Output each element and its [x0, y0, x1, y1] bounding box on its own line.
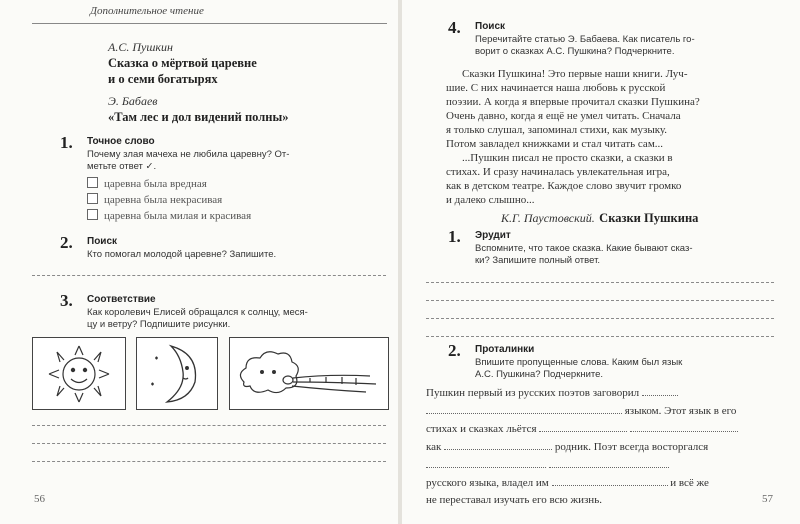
task-text: ворит о сказках А.С. Пушкина? Подчеркните. [475, 46, 675, 57]
story-title-line2: и о семи богатырях [108, 72, 218, 86]
quote-line: и далеко слышно... [446, 194, 535, 206]
task-name: Точное слово [87, 136, 155, 147]
section-heading [501, 209, 698, 227]
running-header: Дополнительное чтение [90, 5, 204, 17]
fill-line: как родник. Поэт всегда восторгался [426, 441, 709, 453]
fill-line: не переставал изучать его всю жизнь. [426, 494, 602, 506]
task-name: Проталинки [475, 344, 535, 355]
quote-line: Сказки Пушкина! Это первые наши книги. Луч- [462, 68, 688, 80]
quote-line: поэзии. А когда я впервые прочитал сказки Пушкина? [446, 96, 700, 108]
blank-field[interactable] [630, 422, 738, 432]
crescent-moon-icon [137, 338, 217, 409]
task-text: Перечитайте статью Э. Бабаева. Как писатель го- [475, 34, 695, 45]
quote-line: шие. С них начинается наша любовь к русской [446, 82, 666, 94]
section-author: К.Г. Паустовский. [501, 211, 595, 225]
task-text: метьте ответ ✓. [87, 161, 157, 172]
answer-line[interactable] [426, 300, 774, 301]
fill-line: стихах и сказках льётся [426, 422, 738, 435]
answer-option[interactable]: царевна была милая и красивая [87, 209, 251, 222]
blank-field[interactable] [539, 422, 627, 432]
quote-line: Потом завладел книжками и стал читать сам... [446, 138, 664, 150]
task-text: Впишите пропущенные слова. Каким был язык [475, 357, 683, 368]
wind-cloud-picture [229, 337, 389, 410]
answer-line[interactable] [32, 443, 386, 444]
checkbox[interactable] [87, 209, 98, 220]
task-text: Кто помогал молодой царевне? Запишите. [87, 249, 277, 260]
task-number: 2. [448, 341, 461, 360]
task-number: 1. [448, 227, 461, 246]
quote-line: Очень давно, когда я ещё не умел читать. Сначала [446, 110, 681, 122]
author-babaev: Э. Бабаев [108, 94, 158, 108]
task-name: Поиск [87, 236, 118, 247]
answer-line[interactable] [426, 336, 774, 337]
author-pushkin: А.С. Пушкин [108, 40, 173, 54]
answer-line[interactable] [32, 461, 386, 462]
task-number: 3. [60, 291, 73, 310]
checkbox[interactable] [87, 193, 98, 204]
blank-field[interactable] [549, 458, 669, 468]
task-text: ки? Запишите полный ответ. [475, 255, 601, 266]
header-rule [32, 23, 387, 24]
quote-line: ...Пушкин писал не просто сказки, а сказки в [462, 152, 673, 164]
left-page [0, 0, 398, 524]
task-number: 2. [60, 233, 73, 252]
page-number: 56 [34, 493, 45, 505]
section-title: Сказки Пушкина [599, 211, 699, 225]
task-text: А.С. Пушкина? Подчеркните. [475, 369, 604, 380]
story-title-line1: Сказка о мёртвой царевне [108, 56, 257, 70]
task-name: Поиск [475, 21, 506, 32]
answer-line[interactable] [32, 275, 386, 276]
right-page [402, 0, 800, 524]
task-text: цу и ветру? Подпишите рисунки. [87, 319, 231, 330]
answer-line[interactable] [426, 282, 774, 283]
wind-cloud-icon [230, 338, 388, 409]
fill-line: русского языка, владел им и всё же [426, 477, 709, 489]
task-text: Вспомните, что такое сказка. Какие бывают сказ- [475, 243, 693, 254]
moon-picture [136, 337, 218, 410]
answer-line[interactable] [426, 318, 774, 319]
fill-line: Пушкин первый из русских поэтов заговорил [426, 386, 678, 399]
blank-field[interactable] [552, 476, 668, 486]
article-title: «Там лес и дол видений полны» [108, 110, 289, 124]
task-number: 4. [448, 18, 461, 37]
task-text: Почему злая мачеха не любила царевну? От- [87, 149, 290, 160]
task-number: 1. [60, 133, 73, 152]
blank-field[interactable] [642, 386, 678, 396]
checkbox[interactable] [87, 177, 98, 188]
sun-icon [33, 338, 125, 409]
page-number: 57 [762, 493, 773, 505]
quote-line: как в детском театре. Каждое слово звучит громко [446, 180, 682, 192]
sun-picture [32, 337, 126, 410]
answer-option[interactable]: царевна была некрасивая [87, 193, 222, 206]
fill-line: языком. Этот язык в его [426, 404, 736, 417]
task-text: Как королевич Елисей обращался к солнцу, меся- [87, 307, 308, 318]
blank-field[interactable] [444, 440, 552, 450]
blank-field[interactable] [426, 458, 546, 468]
task-name: Эрудит [475, 230, 511, 241]
quote-line: я только слушал, запоминал стихи, как музыку. [446, 124, 668, 136]
answer-option[interactable]: царевна была вредная [87, 177, 207, 190]
blank-field[interactable] [426, 404, 622, 414]
quote-block [446, 67, 768, 207]
quote-line: стихах. И сразу начиналась увлекательная игра, [446, 166, 670, 178]
task-name: Соответствие [87, 294, 156, 305]
fill-line [426, 458, 669, 471]
answer-line[interactable] [32, 425, 386, 426]
